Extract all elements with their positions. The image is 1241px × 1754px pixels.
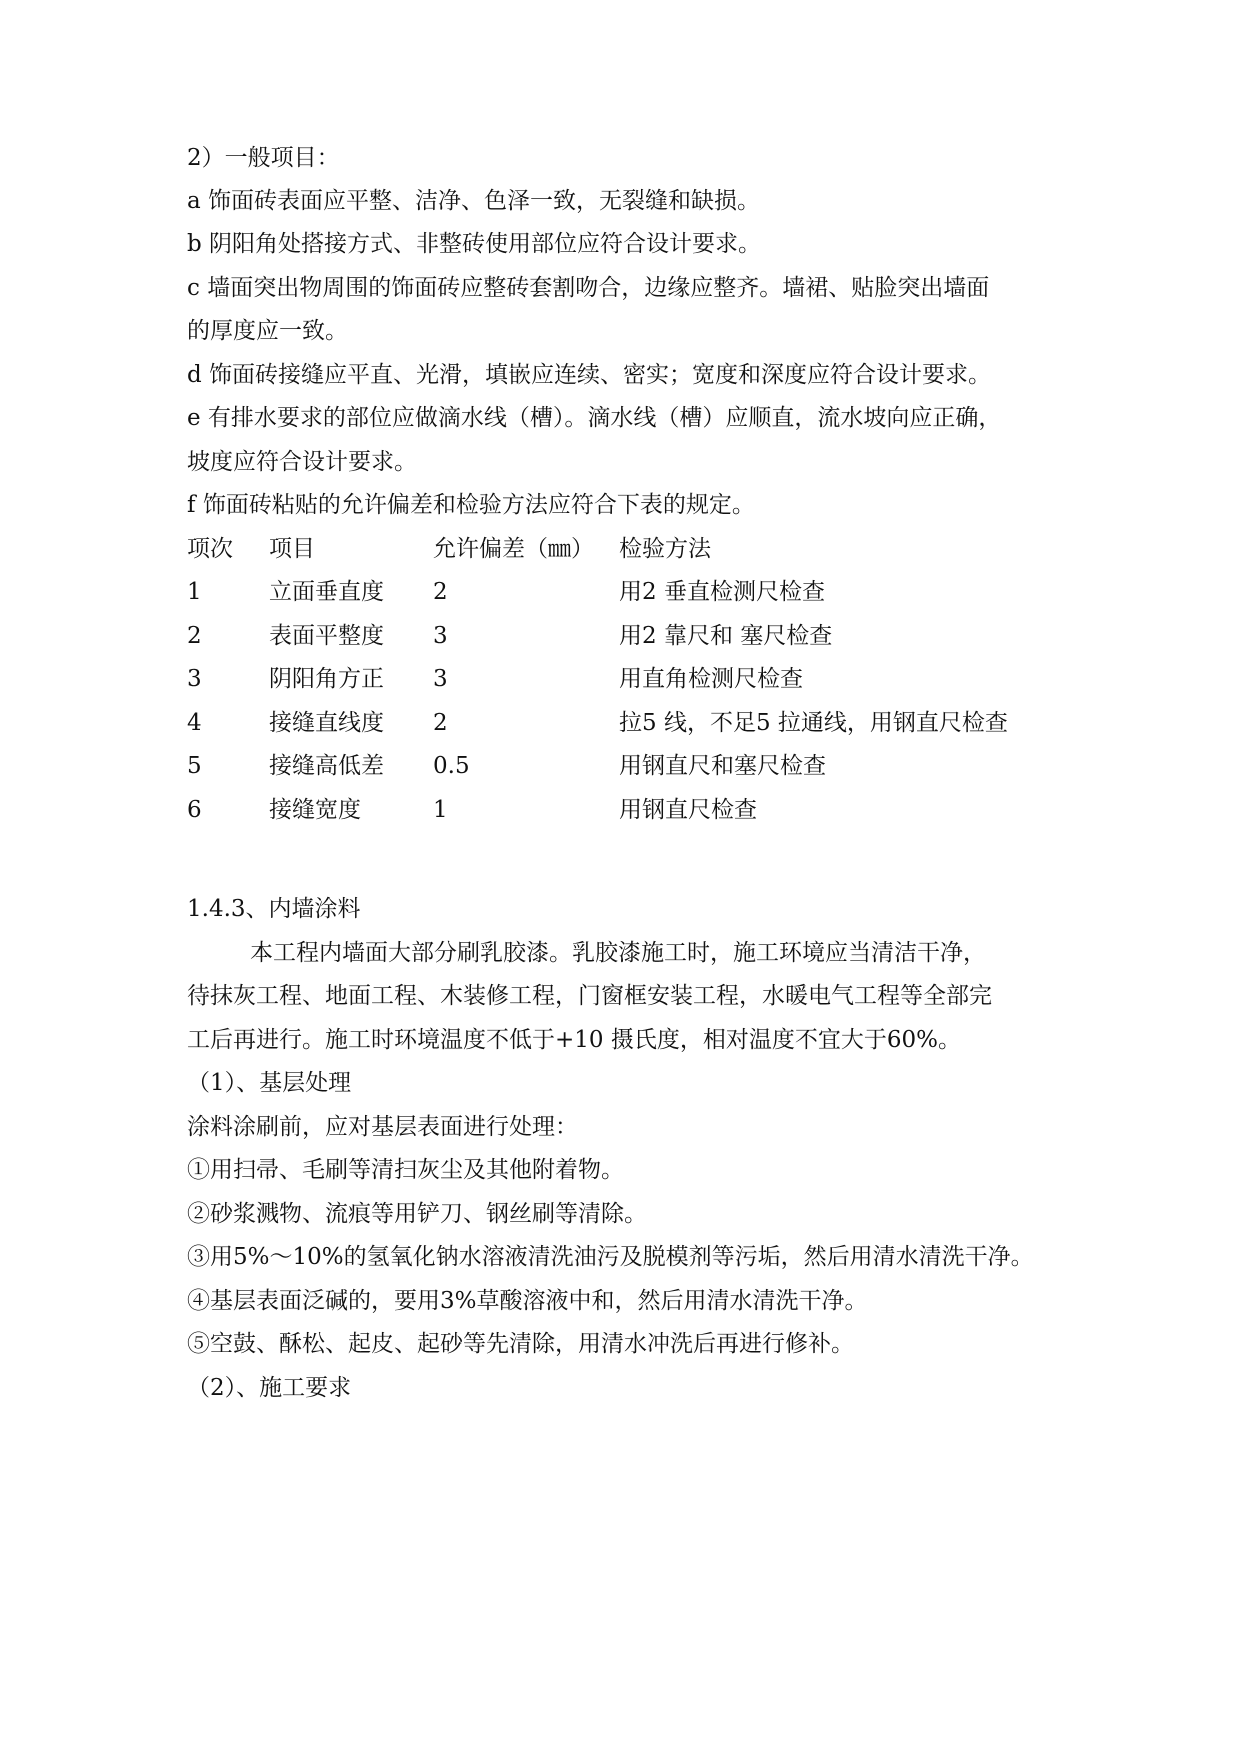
- general-item-b: b 阴阳角处搭接方式、非整砖使用部位应符合设计要求。: [187, 231, 762, 257]
- general-item-f: f 饰面砖粘贴的允许偏差和检验方法应符合下表的规定。: [187, 492, 755, 518]
- table-cell-index: 1: [187, 579, 202, 605]
- table-cell-tolerance: 0.5: [433, 753, 470, 779]
- general-item-e-cont: 坡度应符合设计要求。: [187, 449, 417, 475]
- table-row: [187, 751, 1087, 781]
- table-header-row: [187, 534, 1087, 564]
- table-cell-item: 阴阳角方正: [269, 666, 384, 692]
- paint-intro-line-1: 本工程内墙面大部分刷乳胶漆。乳胶漆施工时，施工环境应当清洁干净，: [250, 940, 986, 966]
- table-row: [187, 795, 1087, 825]
- table-cell-method: 用直角检测尺检查: [619, 666, 803, 692]
- general-item-c-cont: 的厚度应一致。: [187, 318, 348, 344]
- paint-intro-line-2: 待抹灰工程、地面工程、木装修工程，门窗框安装工程，水暖电气工程等全部完: [187, 983, 992, 1009]
- construction-requirements-heading: （2）、施工要求: [187, 1375, 352, 1401]
- table-cell-index: 4: [187, 710, 202, 736]
- table-cell-item: 立面垂直度: [269, 579, 384, 605]
- paint-section-heading: 1.4.3、内墙涂料: [187, 896, 361, 922]
- table-cell-item: 接缝直线度: [269, 710, 384, 736]
- general-item-a: a 饰面砖表面应平整、洁净、色泽一致，无裂缝和缺损。: [187, 188, 761, 214]
- table-cell-tolerance: 3: [433, 666, 448, 692]
- table-cell-tolerance: 3: [433, 623, 448, 649]
- table-cell-index: 6: [187, 797, 202, 823]
- base-treatment-step-1: ①用扫帚、毛刷等清扫灰尘及其他附着物。: [187, 1157, 624, 1183]
- table-cell-index: 2: [187, 623, 202, 649]
- general-item-c: c 墙面突出物周围的饰面砖应整砖套割吻合，边缘应整齐。墙裙、贴脸突出墙面: [187, 275, 990, 301]
- table-row: [187, 664, 1087, 694]
- table-cell-tolerance: 1: [433, 797, 448, 823]
- table-cell-index: 3: [187, 666, 202, 692]
- table-cell-method: 用2 垂直检测尺检查: [619, 579, 825, 605]
- table-row: [187, 577, 1087, 607]
- table-cell-item: 接缝宽度: [269, 797, 361, 823]
- base-treatment-step-3: ③用5%～10%的氢氧化钠水溶液清洗油污及脱模剂等污垢，然后用清水清洗干净。: [187, 1244, 1034, 1270]
- table-header-item: 项目: [269, 536, 315, 562]
- table-header-tolerance: 允许偏差（㎜）: [433, 536, 594, 562]
- general-item-d: d 饰面砖接缝应平直、光滑，填嵌应连续、密实；宽度和深度应符合设计要求。: [187, 362, 992, 388]
- base-treatment-step-4: ④基层表面泛碱的，要用3%草酸溶液中和，然后用清水清洗干净。: [187, 1288, 868, 1314]
- table-cell-item: 表面平整度: [269, 623, 384, 649]
- table-cell-method: 用2 靠尺和 塞尺检查: [619, 623, 833, 649]
- base-treatment-step-2: ②砂浆溅物、流痕等用铲刀、钢丝刷等清除。: [187, 1201, 647, 1227]
- paint-intro-line-3: 工后再进行。施工时环境温度不低于+10 摄氏度，相对温度不宜大于60%。: [187, 1027, 961, 1053]
- table-cell-method: 用钢直尺检查: [619, 797, 757, 823]
- table-cell-method: 用钢直尺和塞尺检查: [619, 753, 826, 779]
- base-treatment-step-5: ⑤空鼓、酥松、起皮、起砂等先清除，用清水冲洗后再进行修补。: [187, 1331, 854, 1357]
- table-header-index: 项次: [187, 536, 233, 562]
- table-cell-item: 接缝高低差: [269, 753, 384, 779]
- base-treatment-lead: 涂料涂刷前，应对基层表面进行处理：: [187, 1114, 578, 1140]
- table-cell-tolerance: 2: [433, 579, 448, 605]
- table-cell-tolerance: 2: [433, 710, 448, 736]
- table-header-method: 检验方法: [619, 536, 711, 562]
- general-item-e: e 有排水要求的部位应做滴水线（槽）。滴水线（槽）应顺直，流水坡向应正确，: [187, 405, 1002, 431]
- table-cell-index: 5: [187, 753, 202, 779]
- table-cell-method: 拉5 线，不足5 拉通线，用钢直尺检查: [619, 710, 1008, 736]
- table-row: [187, 621, 1087, 651]
- general-items-heading: 2）一般项目：: [187, 145, 340, 171]
- base-treatment-heading: （1）、基层处理: [187, 1070, 352, 1096]
- table-row: [187, 708, 1087, 738]
